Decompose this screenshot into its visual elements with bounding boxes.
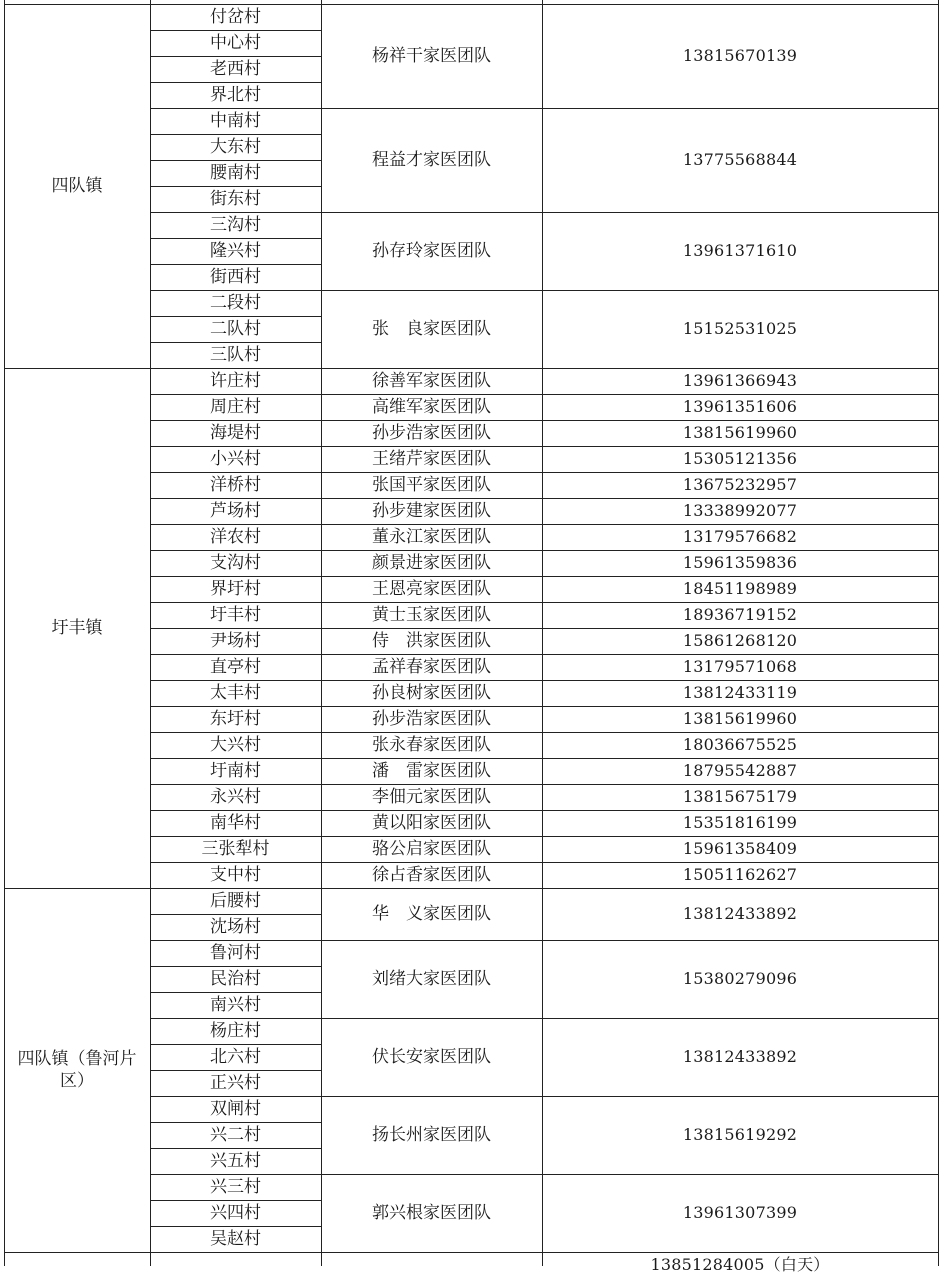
team-phone: 18036675525 [682,735,798,754]
village-name: 中心村 [210,33,261,53]
village-name: 界圩村 [210,579,261,599]
team-phone: 15961358409 [682,839,798,858]
team-phone: 15152531025 [682,319,798,338]
village-name: 支中村 [210,865,261,885]
village-name: 永兴村 [210,787,261,807]
team-phone: 13338992077 [682,501,798,520]
team-phone: 13675232957 [682,475,798,494]
village-name: 南兴村 [210,995,261,1015]
team-name: 张国平家医团队 [372,475,491,495]
village-name: 直亭村 [210,657,261,677]
team-name: 侍 洪家医团队 [372,631,491,651]
town-name: 圩丰镇 [51,618,103,638]
town-name: 四队镇（鲁河片区） [17,1049,137,1091]
village-name: 兴四村 [210,1203,261,1223]
team-name: 扬长州家医团队 [372,1125,491,1145]
village-name: 街东村 [210,189,261,209]
team-name: 张永春家医团队 [372,735,491,755]
team-name: 孙存玲家医团队 [372,241,491,261]
team-name: 骆公启家医团队 [372,839,491,859]
village-name: 鲁河村 [210,943,261,963]
team-phone: 13775568844 [682,150,798,169]
village-name: 洋农村 [210,527,261,547]
village-name: 海堤村 [210,423,261,443]
village-name: 南华村 [210,813,261,833]
village-name: 东圩村 [210,709,261,729]
team-name: 杨祥干家医团队 [372,46,491,66]
village-name: 老西村 [210,59,261,79]
team-name: 伏长安家医团队 [372,1047,491,1067]
team-phone: 13961371610 [682,241,798,260]
team-name: 颜景进家医团队 [372,553,491,573]
village-name: 许庄村 [210,371,261,391]
team-phone: 15305121356 [682,449,798,468]
team-phone: 15380279096 [682,969,798,988]
team-name: 黄士玉家医团队 [372,605,491,625]
team-name: 王绪芹家医团队 [372,449,491,469]
team-phone: 13815619960 [682,709,798,728]
team-phone: 18451198989 [682,579,798,598]
village-name: 双闸村 [210,1099,261,1119]
village-name: 后腰村 [210,891,261,911]
village-name: 太丰村 [210,683,261,703]
team-name: 王恩亮家医团队 [372,579,491,599]
village-name: 三队村 [210,345,261,365]
team-name: 潘 雷家医团队 [372,761,491,781]
village-name: 付岔村 [210,7,261,27]
team-name: 张 良家医团队 [372,319,491,339]
team-phone: 15961359836 [682,553,798,572]
village-name: 周庄村 [210,397,261,417]
team-phone: 13815670139 [682,46,798,65]
team-name: 孙步浩家医团队 [372,709,491,729]
team-phone: 13961366943 [682,371,798,390]
village-name: 二段村 [210,293,261,313]
village-name: 圩南村 [210,761,261,781]
town-name: 四队镇 [51,176,103,196]
team-name: 孙良树家医团队 [372,683,491,703]
village-name: 大兴村 [210,735,261,755]
village-name: 大东村 [210,137,261,157]
village-name: 小兴村 [210,449,261,469]
team-phone: 15861268120 [682,631,798,650]
village-name: 中南村 [210,111,261,131]
team-name: 华 义家医团队 [372,904,491,924]
village-name: 三张犁村 [201,839,270,859]
column-divider [542,0,543,1266]
village-name: 兴三村 [210,1177,261,1197]
village-name: 杨庄村 [210,1021,261,1041]
team-phone: 13961351606 [682,397,798,416]
team-phone: 13179576682 [682,527,798,546]
column-divider [150,0,151,1266]
team-phone: 15051162627 [682,865,798,884]
team-name: 李佃元家医团队 [372,787,491,807]
village-name: 洋桥村 [210,475,261,495]
team-name: 徐善军家医团队 [372,371,491,391]
team-name: 孙步浩家医团队 [372,423,491,443]
team-phone: 13812433892 [682,1047,798,1066]
village-name: 二队村 [210,319,261,339]
village-name: 三沟村 [210,215,261,235]
column-divider [4,0,5,1266]
village-name: 正兴村 [210,1073,261,1093]
team-name: 郭兴根家医团队 [372,1203,491,1223]
village-name: 街西村 [210,267,261,287]
team-name: 董永江家医团队 [372,527,491,547]
village-name: 兴五村 [210,1151,261,1171]
team-phone: 13815619292 [682,1125,798,1144]
team-name: 刘绪大家医团队 [372,969,491,989]
column-divider [321,0,322,1266]
village-name: 圩丰村 [210,605,261,625]
village-name: 吴赵村 [210,1229,261,1249]
team-name: 孙步建家医团队 [372,501,491,521]
village-name: 腰南村 [210,163,261,183]
team-phone: 13815619960 [682,423,798,442]
team-name: 高维军家医团队 [372,397,491,417]
team-phone: 13815675179 [682,787,798,806]
village-name: 尹场村 [210,631,261,651]
village-name: 北六村 [210,1047,261,1067]
team-phone: 15351816199 [682,813,798,832]
row-divider [4,1252,939,1253]
team-phone: 13812433892 [682,904,798,923]
team-phone: 13812433119 [682,683,798,702]
team-phone: 13179571068 [682,657,798,676]
team-name: 黄以阳家医团队 [372,813,491,833]
team-name: 孟祥春家医团队 [372,657,491,677]
village-name: 沈场村 [210,917,261,937]
village-name: 兴二村 [210,1125,261,1145]
village-name: 民治村 [210,969,261,989]
team-name: 徐占香家医团队 [372,865,491,885]
team-phone: 13961307399 [682,1203,798,1222]
village-name: 芦场村 [210,501,261,521]
team-phone: 13851284005（白天） [650,1255,830,1274]
team-name: 程益才家医团队 [372,150,491,170]
team-phone: 18795542887 [682,761,798,780]
village-name: 支沟村 [210,553,261,573]
team-phone: 18936719152 [682,605,798,624]
village-name: 界北村 [210,85,261,105]
village-name: 隆兴村 [210,241,261,261]
